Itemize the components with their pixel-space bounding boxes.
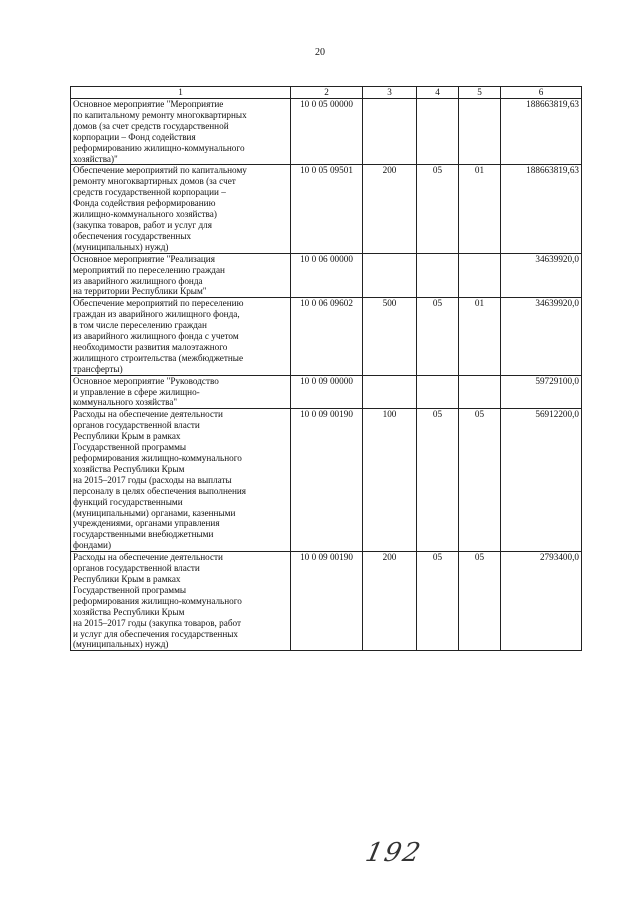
row-budget-code: 10 0 09 00000 — [291, 375, 363, 409]
column-header-4: 4 — [417, 87, 459, 99]
row-section — [417, 99, 459, 165]
row-section — [417, 375, 459, 409]
row-description: Основное мероприятие "Мероприятие по капитальному ремонту многоквартирных домов (за счет средств государственной корпорации – Фонд содействия реформированию жилищно-коммунального хозяйства)" — [71, 99, 291, 165]
table-header-row — [71, 87, 582, 99]
table-row — [71, 375, 582, 409]
column-header-5: 5 — [459, 87, 501, 99]
row-section: 05 — [417, 409, 459, 552]
row-amount: 56912200,0 — [501, 409, 582, 552]
row-subsection — [459, 253, 501, 298]
table-row — [71, 298, 582, 375]
row-expense-type — [363, 375, 417, 409]
row-description: Расходы на обеспечение деятельности органов государственной власти Республики Крым в рамках Государственной программы реформирования жилищно-коммунального хозяйства Республики Крым на 2015–2017 годы (расходы на выплаты персоналу в целях обеспечения выполнения функций государственными (муниципальными) органами, казенными учреждениями, органами управления государственными внебюджетными фондами) — [71, 409, 291, 552]
row-subsection: 05 — [459, 409, 501, 552]
row-description: Обеспечение мероприятий по капитальному ремонту многоквартирных домов (за счет средств государственной корпорации – Фонда содействия реформированию жилищно-коммунального хозяйства) (закупка товаров, работ и услуг для обеспечения государственных (муниципальных) нужд) — [71, 165, 291, 253]
column-header-1: 1 — [71, 87, 291, 99]
row-subsection: 01 — [459, 298, 501, 375]
row-budget-code: 10 0 06 09602 — [291, 298, 363, 375]
column-header-3: 3 — [363, 87, 417, 99]
row-amount: 188663819,63 — [501, 165, 582, 253]
row-description: Основное мероприятие "Руководство и управление в сфере жилищно- коммунального хозяйства" — [71, 375, 291, 409]
row-amount: 59729100,0 — [501, 375, 582, 409]
row-amount: 34639920,0 — [501, 298, 582, 375]
row-budget-code: 10 0 09 00190 — [291, 409, 363, 552]
row-budget-code: 10 0 06 00000 — [291, 253, 363, 298]
row-budget-code: 10 0 05 09501 — [291, 165, 363, 253]
row-expense-type — [363, 99, 417, 165]
row-description: Обеспечение мероприятий по переселению граждан из аварийного жилищного фонда, в том числе переселению граждан из аварийного жилищного фонда с учетом необходимости развития малоэтажного жилищного строительства (межбюджетные трансферты) — [71, 298, 291, 375]
row-expense-type: 200 — [363, 165, 417, 253]
row-budget-code: 10 0 05 00000 — [291, 99, 363, 165]
row-description: Расходы на обеспечение деятельности органов государственной власти Республики Крым в рамках Государственной программы реформирования жилищно-коммунального хозяйства Республики Крым на 2015–2017 годы (закупка товаров, работ и услуг для обеспечения государственных (муниципальных) нужд) — [71, 552, 291, 651]
table-row — [71, 165, 582, 253]
row-amount: 34639920,0 — [501, 253, 582, 298]
column-header-2: 2 — [291, 87, 363, 99]
table-row — [71, 409, 582, 552]
column-header-6: 6 — [501, 87, 582, 99]
row-description: Основное мероприятие "Реализация мероприятий по переселению граждан из аварийного жилищного фонда на территории Республики Крым" — [71, 253, 291, 298]
row-subsection — [459, 99, 501, 165]
row-subsection: 01 — [459, 165, 501, 253]
row-budget-code: 10 0 09 00190 — [291, 552, 363, 651]
row-subsection: 05 — [459, 552, 501, 651]
row-expense-type — [363, 253, 417, 298]
row-expense-type: 500 — [363, 298, 417, 375]
table-row — [71, 253, 582, 298]
row-amount: 2793400,0 — [501, 552, 582, 651]
row-subsection — [459, 375, 501, 409]
row-section: 05 — [417, 165, 459, 253]
row-section — [417, 253, 459, 298]
row-section: 05 — [417, 552, 459, 651]
row-expense-type: 200 — [363, 552, 417, 651]
handwritten-page-mark: 192 — [362, 838, 425, 868]
row-amount: 188663819,63 — [501, 99, 582, 165]
row-section: 05 — [417, 298, 459, 375]
row-expense-type: 100 — [363, 409, 417, 552]
page-number: 20 — [315, 47, 325, 58]
table-row — [71, 552, 582, 651]
budget-table — [70, 86, 582, 651]
table-row — [71, 99, 582, 165]
